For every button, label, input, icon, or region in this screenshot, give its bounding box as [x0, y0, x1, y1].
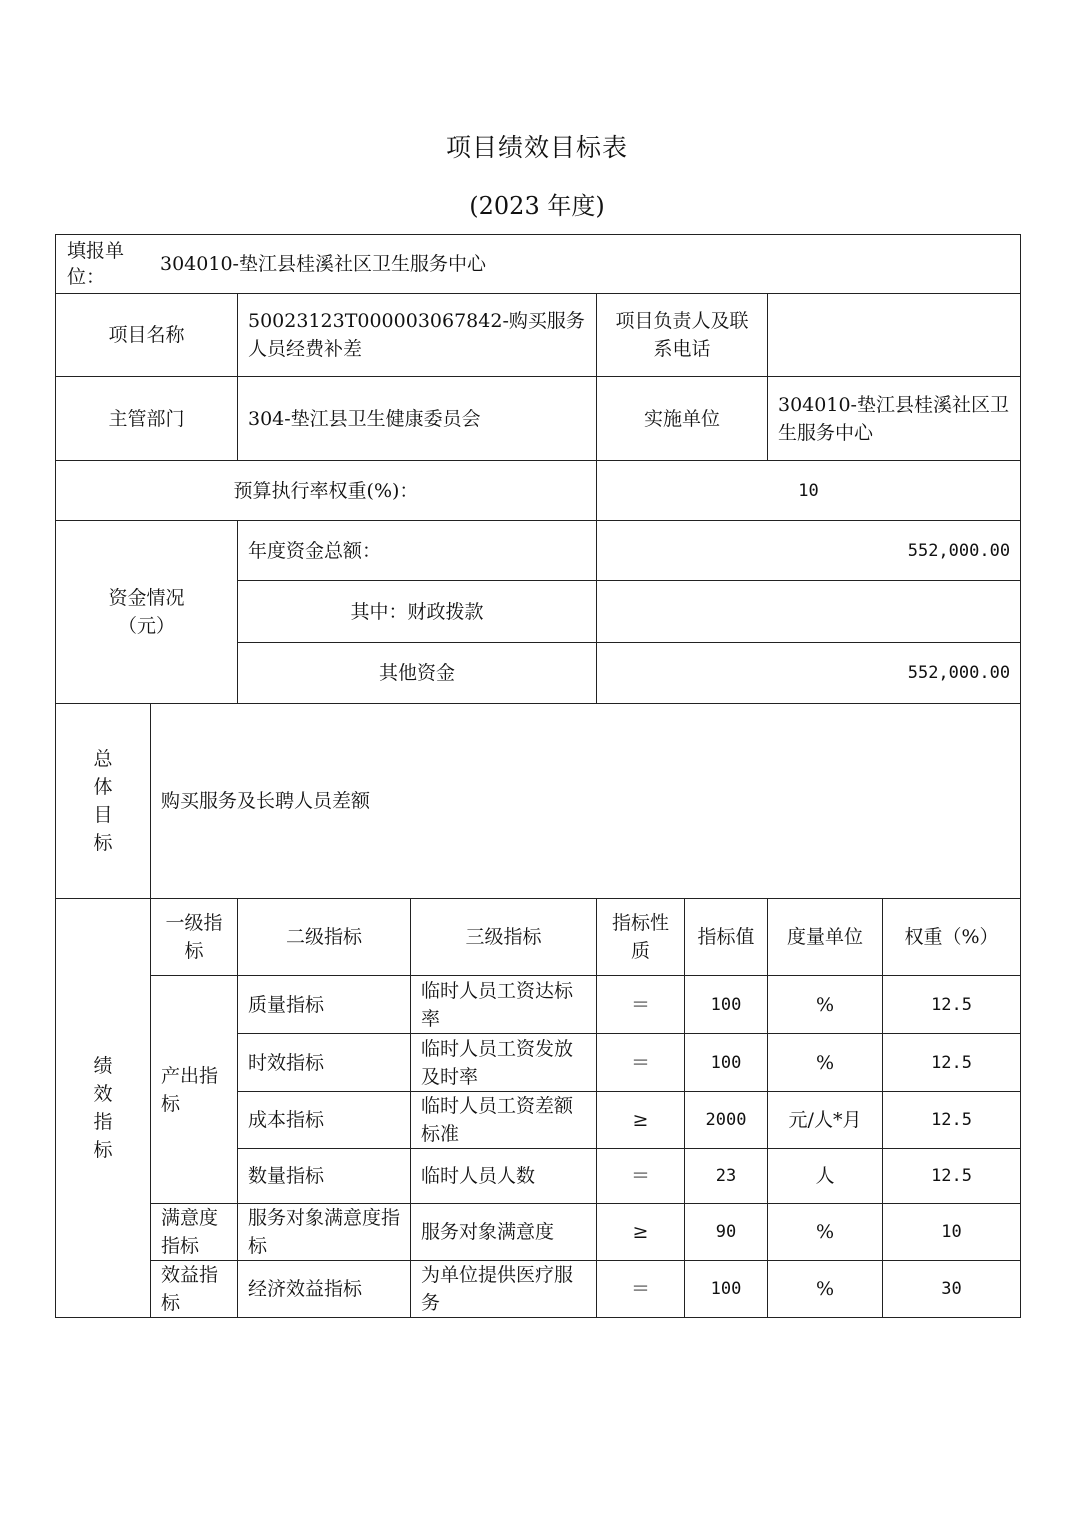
weight-cell: 10	[883, 1204, 1021, 1261]
department-row	[56, 377, 1021, 461]
level2-cell: 经济效益指标	[238, 1261, 411, 1318]
goal-value: 购买服务及长聘人员差额	[151, 704, 1021, 899]
header-nature: 指标性质	[597, 899, 685, 976]
value-cell: 100	[685, 976, 768, 1034]
page-subtitle: (2023 年度)	[469, 192, 605, 220]
project-owner-label: 项目负责人及联系电话	[597, 294, 768, 377]
level1-cell: 效益指标	[151, 1261, 238, 1318]
funds-fiscal-value	[597, 581, 1021, 643]
weight-cell: 30	[883, 1261, 1021, 1318]
nature-cell: ＝	[597, 976, 685, 1034]
value-cell: 23	[685, 1149, 768, 1204]
level3-cell: 为单位提供医疗服务	[411, 1261, 597, 1318]
value-cell: 90	[685, 1204, 768, 1261]
nature-cell: ＝	[597, 1149, 685, 1204]
weight-cell: 12.5	[883, 1149, 1021, 1204]
indicator-header-row	[56, 899, 1021, 976]
funds-label-text: 资金情况（元）	[108, 587, 185, 637]
budget-rate-label: 预算执行率权重(%)：	[56, 461, 597, 521]
weight-cell: 12.5	[883, 1034, 1021, 1092]
department-value: 304-垫江县卫生健康委员会	[238, 377, 597, 461]
goal-label	[56, 704, 151, 899]
level3-cell: 临时人员工资发放及时率	[411, 1034, 597, 1092]
level3-cell: 临时人员工资差额标准	[411, 1092, 597, 1149]
header-value: 指标值	[685, 899, 768, 976]
level2-cell: 成本指标	[238, 1092, 411, 1149]
indicators-label	[56, 899, 151, 1318]
header-unit: 度量单位	[768, 899, 883, 976]
level1-cell: 产出指标	[151, 976, 238, 1204]
funds-total-label: 年度资金总额：	[238, 521, 597, 581]
goal-row	[56, 704, 1021, 899]
indicators-label-text: 绩效指标	[93, 1055, 113, 1161]
unit-cell: %	[768, 1204, 883, 1261]
budget-rate-value: 10	[597, 461, 1021, 521]
funds-label	[56, 521, 238, 704]
unit-cell: 元/人*月	[768, 1092, 883, 1149]
filler-row	[56, 235, 1021, 294]
nature-cell: ≥	[597, 1204, 685, 1261]
unit-cell: 人	[768, 1149, 883, 1204]
weight-cell: 12.5	[883, 1092, 1021, 1149]
unit-cell: %	[768, 1261, 883, 1318]
level2-cell: 服务对象满意度指标	[238, 1204, 411, 1261]
project-name-label: 项目名称	[56, 294, 238, 377]
level2-cell: 质量指标	[238, 976, 411, 1034]
level3-cell: 临时人员工资达标率	[411, 976, 597, 1034]
filler-cell	[56, 235, 1021, 294]
level1-cell: 满意度指标	[151, 1204, 238, 1261]
funds-fiscal-label: 其中：财政拨款	[238, 581, 597, 643]
indicator-row	[56, 1204, 1021, 1261]
nature-cell: ＝	[597, 1261, 685, 1318]
project-row	[56, 294, 1021, 377]
value-cell: 100	[685, 1034, 768, 1092]
filler-label: 填报单位：	[67, 240, 125, 288]
value-cell: 2000	[685, 1092, 768, 1149]
header-level1: 一级指标	[151, 899, 238, 976]
filler-value: 304010-垫江县桂溪社区卫生服务中心	[160, 253, 486, 275]
funds-total-value: 552,000.00	[597, 521, 1021, 581]
funds-other-value: 552,000.00	[597, 643, 1021, 704]
funds-total-row	[56, 521, 1021, 581]
unit-cell: %	[768, 1034, 883, 1092]
level3-cell: 服务对象满意度	[411, 1204, 597, 1261]
header-level2: 二级指标	[238, 899, 411, 976]
value-cell: 100	[685, 1261, 768, 1318]
goal-label-text: 总体目标	[93, 748, 113, 854]
level2-cell: 时效指标	[238, 1034, 411, 1092]
funds-other-label: 其他资金	[238, 643, 597, 704]
budget-rate-row	[56, 461, 1021, 521]
header-weight: 权重（%）	[883, 899, 1021, 976]
indicator-row	[56, 1261, 1021, 1318]
level2-cell: 数量指标	[238, 1149, 411, 1204]
weight-cell: 12.5	[883, 976, 1021, 1034]
page-title: 项目绩效目标表	[445, 133, 628, 162]
department-label: 主管部门	[56, 377, 238, 461]
level3-cell: 临时人员人数	[411, 1149, 597, 1204]
project-owner-value	[768, 294, 1021, 377]
nature-cell: ＝	[597, 1034, 685, 1092]
implementing-unit-value: 304010-垫江县桂溪社区卫生服务中心	[768, 377, 1021, 461]
nature-cell: ≥	[597, 1092, 685, 1149]
unit-cell: %	[768, 976, 883, 1034]
project-name-value: 50023123T000003067842-购买服务人员经费补差	[238, 294, 597, 377]
implementing-unit-label: 实施单位	[597, 377, 768, 461]
indicator-row	[56, 976, 1021, 1034]
header-level3: 三级指标	[411, 899, 597, 976]
performance-table	[55, 234, 1021, 1318]
